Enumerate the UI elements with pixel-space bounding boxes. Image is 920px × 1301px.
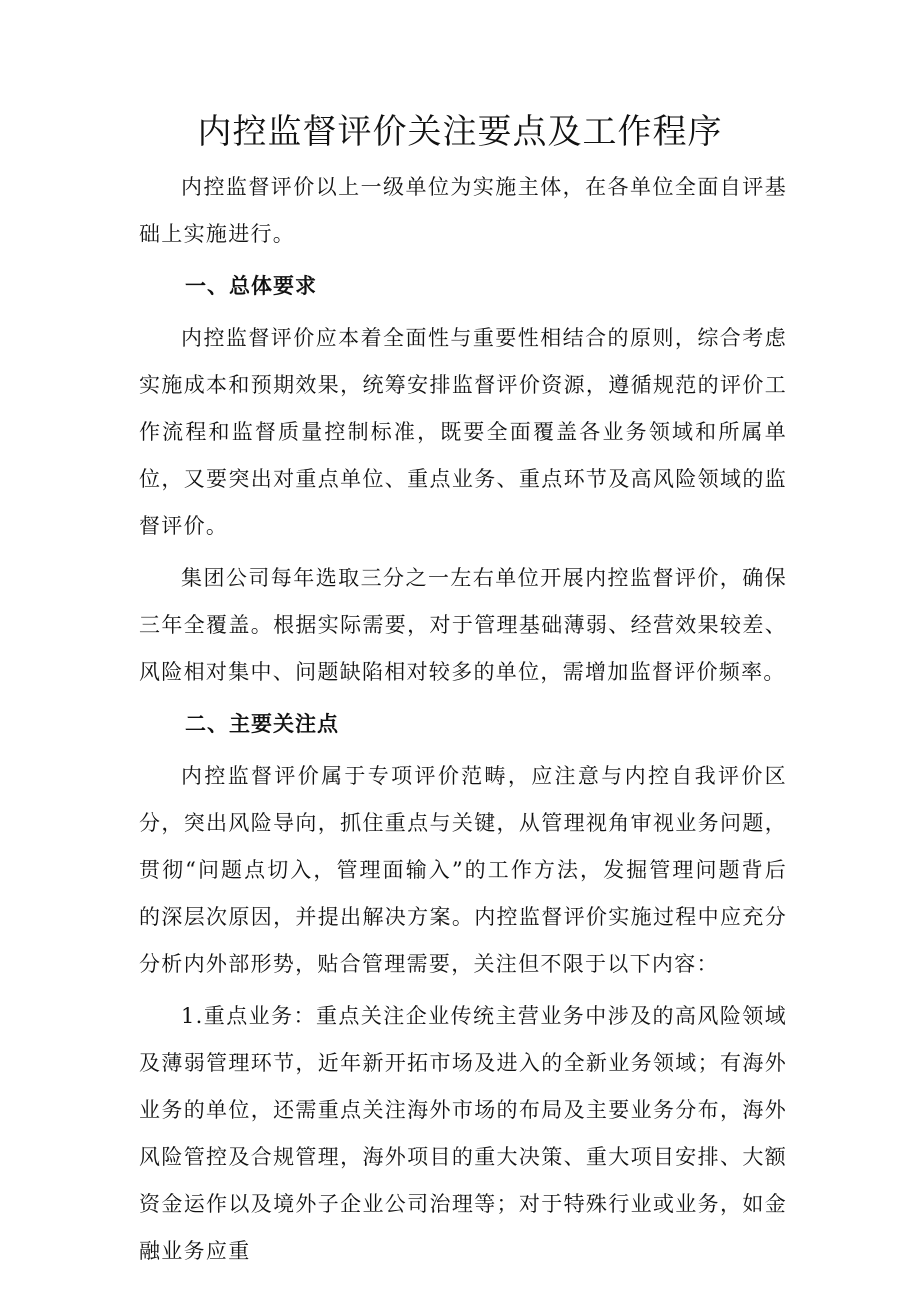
document-title: 内控监督评价关注要点及工作程序 [197, 112, 723, 152]
paragraph-key-business: 1.重点业务：重点关注企业传统主营业务中涉及的高风险领域及薄弱管理环节，近年新开拓市场及进入的全新业务领域；有海外业务的单位，还需重点关注海外市场的布局及主要业务分布，海外风险管控及合规管理，海外项目的重大决策、重大项目安排、大额资金运作以及境外子企业公司治理等；对于特殊行业或业务，如金融业务应重 [139, 1004, 787, 1263]
paragraph-focus-intro: 内控监督评价属于专项评价范畴，应注意与内控自我评价区分，突出风险导向，抓住重点与关键，从管理视角审视业务问题，贯彻“问题点切入，管理面输入”的工作方法，发掘管理问题背后的深层次原因，并提出解决方案。内控监督评价实施过程中应充分分析内外部形势，贴合管理需要，关注但不限于以下内容： [139, 764, 787, 976]
document-body [139, 164, 787, 1275]
intro-paragraph: 内控监督评价以上一级单位为实施主体，在各单位全面自评基础上实施进行。 [139, 175, 787, 246]
paragraph-principles: 内控监督评价应本着全面性与重要性相结合的原则，综合考虑实施成本和预期效果，统筹安排监督评价资源，遵循规范的评价工作流程和监督质量控制标准，既要全面覆盖各业务领域和所属单位，又要突出对重点单位、重点业务、重点环节及高风险领域的监督评价。 [139, 326, 787, 538]
section-heading-key-focus: 二、主要关注点 [185, 712, 339, 736]
paragraph-coverage: 集团公司每年选取三分之一左右单位开展内控监督评价，确保三年全覆盖。根据实际需要，对于管理基础薄弱、经营效果较差、风险相对集中、问题缺陷相对较多的单位，需增加监督评价频率。 [139, 566, 787, 684]
section-heading-general-requirements: 一、总体要求 [185, 274, 317, 298]
